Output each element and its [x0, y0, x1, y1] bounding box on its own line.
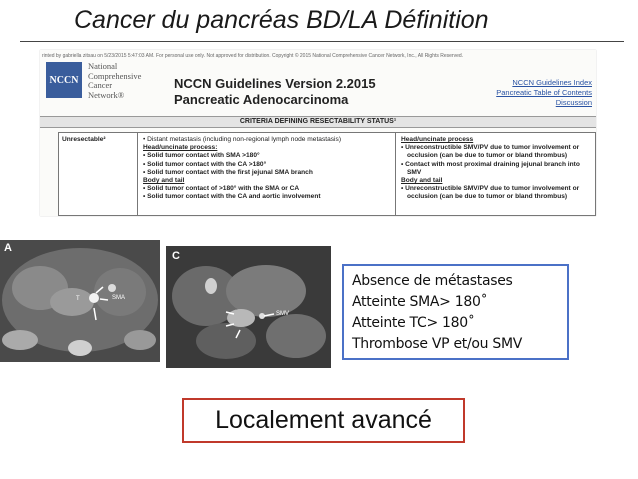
summary-line-metastases: Absence de métastases — [352, 273, 513, 289]
guideline-links — [496, 78, 592, 108]
smv-label: SMV — [276, 311, 290, 317]
summary-line-thrombosis: Thrombose VP et/ou SMV — [352, 336, 523, 352]
ct-scan-c-graphic — [166, 246, 331, 368]
table-divider — [395, 133, 396, 215]
link-table-of-contents[interactable]: Pancreatic Table of Contents — [496, 88, 592, 97]
link-discussion[interactable]: Discussion — [555, 98, 592, 107]
nccn-logo: NCCN — [46, 62, 82, 98]
image-label-a: A — [4, 242, 12, 254]
criteria-col-venous: Head/uncinate process • Unreconstructible SMV/PV due to tumor involvement or occlusion (can be due to tumor or bland thrombus) • Contact with most proximal draining jejunal branch into SMV Body and tail • Unreconstructible SMV/PV due to tumor involvement or occlusion (can be due to tumor or bland thrombus) — [401, 136, 580, 201]
criteria-col-arterial: • Distant metastasis (including non-regional lymph node metastasis) Head/uncinate process: • Solid tumor contact with SMA >180° • Solid tumor contact with the CA >180° • Solid tumor contact with the first jejunal SMA branch Body and tail • Solid tumor contact of >180° with the SMA or CA • Solid tumor contact with the CA and aortic involvement — [143, 136, 342, 201]
nccn-logo-words: National Comprehensive Cancer Network® — [88, 61, 142, 100]
print-notice: rinted by gabriella zitsau on 5/23/2015 5:47:03 AM. For personal use only. Not approved for distribution. Copyright © 2015 National Comprehensive Cancer Network, Inc., All Rights Reserved. — [42, 53, 464, 59]
summary-line-tc: Atteinte TC> 180˚ — [352, 315, 475, 331]
table-divider — [137, 133, 138, 215]
image-label-c: C — [172, 250, 180, 262]
criteria-heading: CRITERIA DEFINING RESECTABILITY STATUS¹ — [239, 118, 397, 125]
tumor-label: T — [76, 296, 80, 302]
result-box — [182, 398, 465, 443]
ct-scan-a-graphic — [0, 240, 160, 362]
nccn-guideline-excerpt — [40, 50, 596, 216]
ct-image-c — [166, 246, 331, 368]
link-guidelines-index[interactable]: NCCN Guidelines Index — [512, 78, 592, 87]
resectability-table — [58, 132, 596, 216]
slide-title: Cancer du pancréas BD/LA Définition — [74, 6, 489, 34]
row-label-unresectable: Unresectable² — [62, 136, 106, 143]
guidelines-title: NCCN Guidelines Version 2.2015 — [174, 76, 376, 91]
guidelines-subtitle: Pancreatic Adenocarcinoma — [174, 92, 349, 107]
title-underline — [20, 41, 624, 42]
ct-image-a — [0, 240, 160, 362]
summary-criteria-box — [342, 264, 569, 360]
summary-line-sma: Atteinte SMA> 180˚ — [352, 294, 488, 310]
sma-label: SMA — [112, 295, 126, 301]
result-text: Localement avancé — [215, 406, 432, 434]
